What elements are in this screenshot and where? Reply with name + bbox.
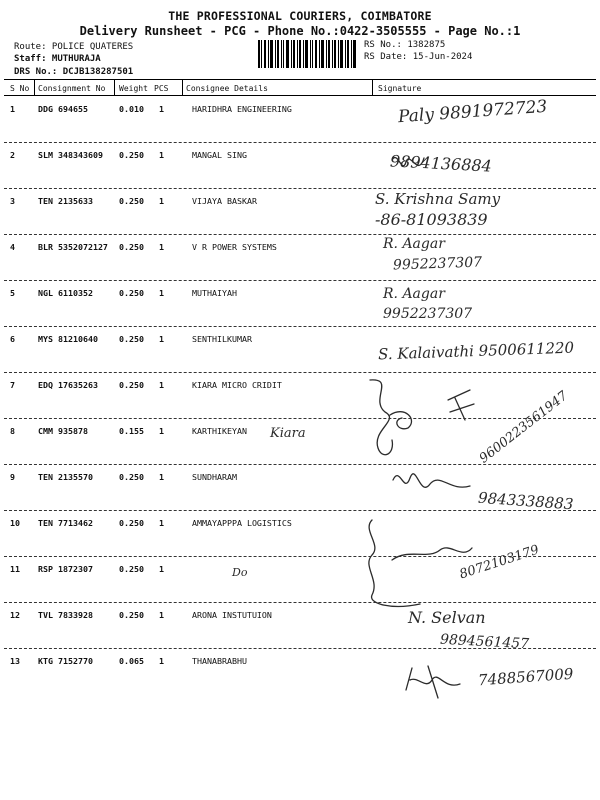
row-pcs: 1 — [159, 104, 164, 114]
rs-date-label: RS Date: 15-Jun-2024 — [364, 52, 473, 62]
handwritten-signature: -86-81093839 — [375, 210, 488, 229]
signature-scribble — [448, 390, 474, 420]
row-pcs: 1 — [159, 426, 164, 436]
row-pcs: 1 — [159, 334, 164, 344]
signature-scribble — [369, 520, 420, 606]
row-sno: 12 — [10, 610, 20, 620]
row-weight: 0.065 — [119, 656, 144, 666]
signature-scribble — [390, 412, 412, 429]
row-weight: 0.250 — [119, 610, 144, 620]
row-consignee: HARIDHRA ENGINEERING — [192, 104, 292, 114]
row-pcs: 1 — [159, 196, 164, 206]
row-pcs: 1 — [159, 380, 164, 390]
row-consignment: TEN 7713462 — [38, 518, 93, 528]
staff-label: Staff: MUTHURAJA — [14, 54, 101, 64]
row-weight: 0.250 — [119, 472, 144, 482]
row-consignment: EDQ 17635263 — [38, 380, 98, 390]
row-sno: 11 — [10, 564, 20, 574]
handwritten-signature: 9600223561947 — [476, 388, 571, 467]
signature-scribble — [406, 666, 460, 698]
drs-label: DRS No.: DCJB138287501 — [14, 67, 134, 77]
row-consignment: TEN 2135570 — [38, 472, 93, 482]
col-pcs: PCS — [154, 84, 169, 93]
row-consignment: TVL 7833928 — [38, 610, 93, 620]
row-sno: 2 — [10, 150, 15, 160]
row-weight: 0.250 — [119, 288, 144, 298]
col-consignee: Consignee Details — [186, 84, 268, 93]
row-consignee: MUTHAIYAH — [192, 288, 237, 298]
row-consignee: MANGAL SING — [192, 150, 247, 160]
row-pcs: 1 — [159, 610, 164, 620]
row-consignment: KTG 7152770 — [38, 656, 93, 666]
handwritten-signature: 9952237307 — [383, 306, 473, 322]
row-consignee: KARTHIKEYAN — [192, 426, 247, 436]
col-weight: Weight — [119, 84, 148, 93]
row-pcs: 1 — [159, 150, 164, 160]
signature-scribble — [392, 548, 472, 560]
row-consignment: BLR 5352072127 — [38, 242, 108, 252]
handwritten-signature: 9843338883 — [477, 488, 574, 514]
row-consignee: ARONA INSTUTUION — [192, 610, 272, 620]
handwritten-signature: 8072103179 — [457, 542, 542, 583]
handwritten-signature: 9894561457 — [439, 631, 530, 653]
handwritten-signature: 7488567009 — [477, 664, 574, 690]
row-sno: 6 — [10, 334, 15, 344]
handwritten-signature: S. Kalaivathi 9500611220 — [377, 338, 575, 364]
row-sno: 5 — [10, 288, 15, 298]
row-weight: 0.250 — [119, 196, 144, 206]
row-consignment: TEN 2135633 — [38, 196, 93, 206]
handwritten-note: Kiara — [270, 426, 306, 441]
row-weight: 0.250 — [119, 334, 144, 344]
row-consignment: CMM 935878 — [38, 426, 88, 436]
handwritten-signature: Paly 9891972723 — [397, 96, 548, 128]
handwritten-signature: R. Aagar — [383, 236, 445, 252]
row-consignee: SUNDHARAM — [192, 472, 237, 482]
row-sno: 10 — [10, 518, 20, 528]
row-sno: 4 — [10, 242, 15, 252]
row-weight: 0.250 — [119, 380, 144, 390]
handwritten-note: Do — [232, 566, 248, 579]
row-sno: 8 — [10, 426, 15, 436]
runsheet-title: Delivery Runsheet - PCG - Phone No.:0422-3505555 - Page No.:1 — [79, 24, 521, 38]
row-weight: 0.250 — [119, 242, 144, 252]
row-consignment: DDG 694655 — [38, 104, 88, 114]
row-consignment: RSP 1872307 — [38, 564, 93, 574]
handwritten-signature: R. Aagar — [383, 286, 445, 302]
row-sno: 9 — [10, 472, 15, 482]
company-title: THE PROFESSIONAL COURIERS, COIMBATORE — [168, 9, 432, 23]
col-sno: S No — [10, 84, 30, 93]
row-pcs: 1 — [159, 518, 164, 528]
row-sno: 7 — [10, 380, 15, 390]
signature-scribble — [392, 158, 424, 166]
row-consignment: NGL 6110352 — [38, 288, 93, 298]
handwritten-signature: S. Krishna Samy — [375, 190, 501, 208]
row-consignment: MYS 81210640 — [38, 334, 98, 344]
signature-scribble — [370, 380, 392, 455]
signature-scribble — [393, 474, 470, 487]
row-sno: 1 — [10, 104, 15, 114]
handwritten-signature: N. Selvan — [408, 608, 486, 627]
row-pcs: 1 — [159, 242, 164, 252]
row-consignee: KIARA MICRO CRIDIT — [192, 380, 282, 390]
row-consignee: THANABRABHU — [192, 656, 247, 666]
row-sno: 3 — [10, 196, 15, 206]
row-consignee: AMMAYAPPPA LOGISTICS — [192, 518, 292, 528]
route-label: Route: POLICE QUATERES — [14, 42, 134, 52]
row-pcs: 1 — [159, 656, 164, 666]
row-pcs: 1 — [159, 288, 164, 298]
rs-no-label: RS No.: 1382875 — [364, 40, 446, 50]
col-consignment: Consignment No — [38, 84, 106, 93]
row-sno: 13 — [10, 656, 20, 666]
row-weight: 0.010 — [119, 104, 144, 114]
row-pcs: 1 — [159, 472, 164, 482]
row-weight: 0.155 — [119, 426, 144, 436]
handwritten-signature: 9894136884 — [389, 151, 493, 176]
row-consignee: V R POWER SYSTEMS — [192, 242, 277, 252]
row-weight: 0.250 — [119, 564, 144, 574]
row-consignment: SLM 348343609 — [38, 150, 103, 160]
row-consignee: VIJAYA BASKAR — [192, 196, 257, 206]
col-signature: Signature — [378, 84, 422, 93]
row-weight: 0.250 — [119, 518, 144, 528]
row-weight: 0.250 — [119, 150, 144, 160]
row-pcs: 1 — [159, 564, 164, 574]
handwritten-signature: 9952237307 — [392, 254, 483, 274]
row-consignee: SENTHILKUMAR — [192, 334, 252, 344]
